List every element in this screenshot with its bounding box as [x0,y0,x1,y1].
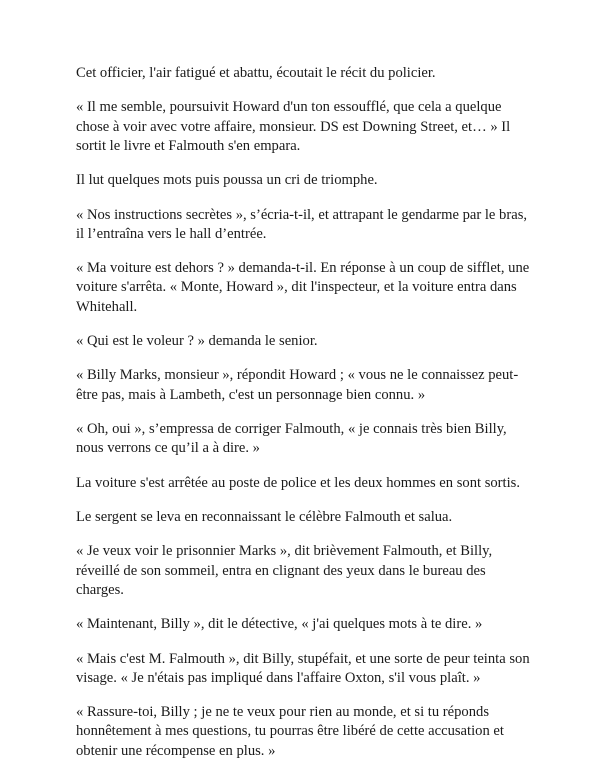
paragraph: « Rassure-toi, Billy ; je ne te veux pour rien au monde, et si tu réponds honnêtement à mes questions, tu pourras être libéré de cette accusation et obtenir une récompense en plus. » [76,704,504,759]
paragraph: « Nos instructions secrètes », s’écria-t-il, et attrapant le gendarme par le bras, il l’entraîna vers le hall d’entrée. [76,206,528,242]
paragraph: « Billy Marks, monsieur », répondit Howard ; « vous ne le connaissez peut-être pas, mais à Lambeth, c'est un personnage bien connu. » [76,367,519,403]
paragraph: Il lut quelques mots puis poussa un cri de triomphe. [76,172,378,189]
paragraph: « Maintenant, Billy », dit le détective, « j'ai quelques mots à te dire. » [76,616,483,633]
paragraph: « Qui est le voleur ? » demanda le senior. [76,332,318,349]
paragraph: Cet officier, l'air fatigué et abattu, écoutait le récit du policier. [76,65,436,81]
paragraph: Le sergent se leva en reconnaissant le célèbre Falmouth et salua. [76,508,453,525]
paragraph: « Il me semble, poursuivit Howard d'un ton essoufflé, que cela a quelque chose à voir avec votre affaire, monsieur. DS est Downing Street, et… » Il sortit le livre et Falmouth s'en empara. [76,99,511,154]
paragraph: « Je veux voir le prisonnier Marks », dit brièvement Falmouth, et Billy, réveillé de son sommeil, entra en clignant des yeux dans le bureau des charges. [76,543,493,598]
paragraph: « Ma voiture est dehors ? » demanda-t-il. En réponse à un coup de sifflet, une voiture s'arrêta. « Monte, Howard », dit l'inspecteur, et la voiture entra dans Whitehall. [76,260,530,315]
paragraph: « Mais c'est M. Falmouth », dit Billy, stupéfait, et une sorte de peur teinta son visage. « Je n'étais pas impliqué dans l'affaire Oxton, s'il vous plaît. » [76,650,530,686]
paragraph: La voiture s'est arrêtée au poste de police et les deux hommes en sont sortis. [76,474,520,491]
paragraph: « Oh, oui », s’empressa de corriger Falmouth, « je connais très bien Billy, nous verrons ce qu’il a à dire. » [76,420,507,457]
document-body [76,64,536,776]
